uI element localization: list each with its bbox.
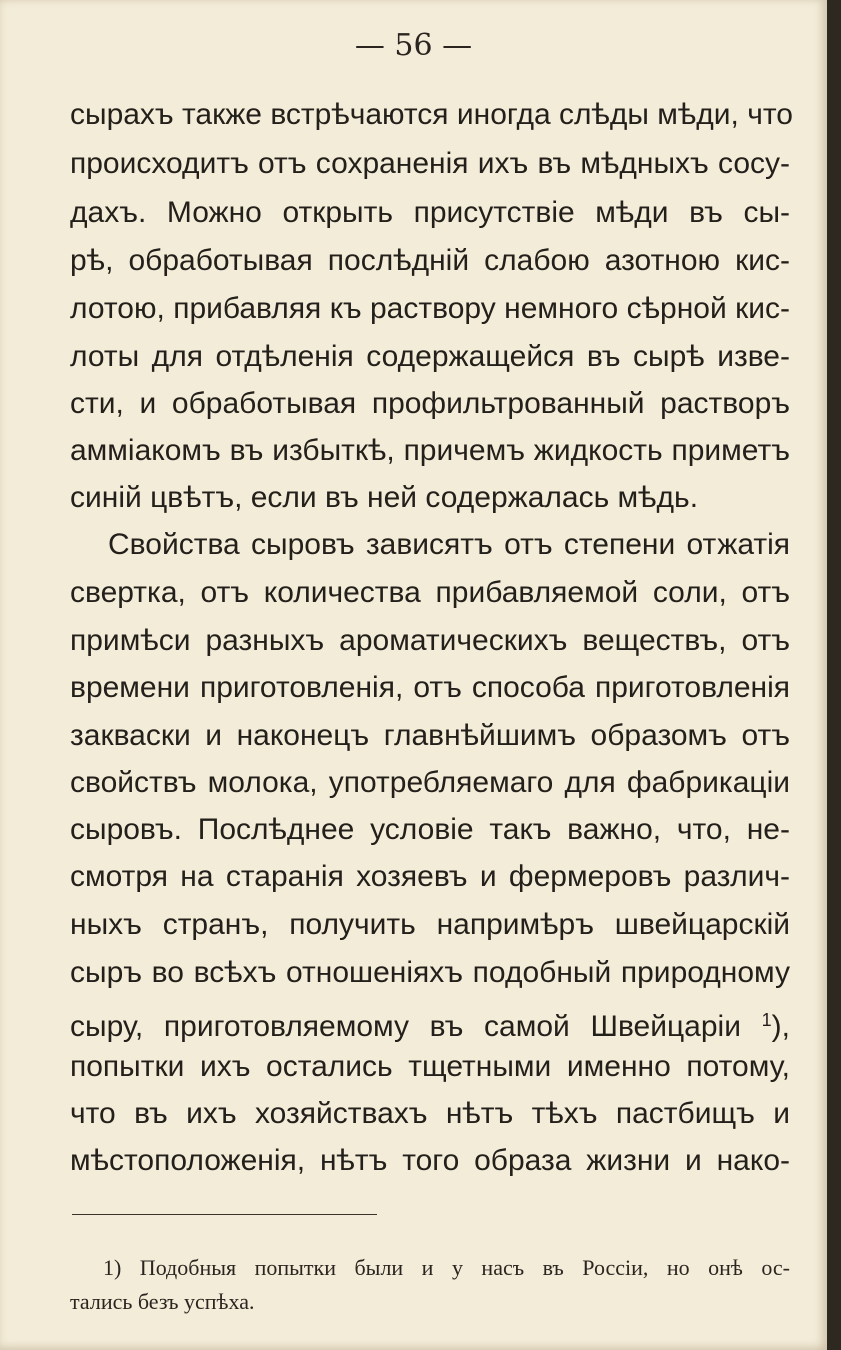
text-line: рѣ, обработывая послѣдній слабою азотною кис- [70,244,790,277]
text-line: свойствъ молока, употребляемаго для фабрикаціи [70,766,790,799]
page-binding-edge [827,0,841,1350]
text-line: сти, и обработывая профильтрованный растворъ [70,387,790,420]
text-line: Свойства сыровъ зависятъ отъ степени отжатія [108,528,790,561]
text-line: лоты для отдѣленія содержащейся въ сырѣ изве- [70,340,790,373]
text-line: дахъ. Можно открыть присутствіе мѣди въ сы- [70,196,790,229]
text-line: сыровъ. Послѣднее условіе такъ важно, что, не- [70,813,790,846]
text-line: сырахъ также встрѣчаются иногда слѣды мѣди, что [70,98,793,131]
text-line: ныхъ странъ, получить напримѣръ швейцарскій [70,908,790,941]
text-line: что въ ихъ хозяйствахъ нѣтъ тѣхъ пастбищъ и [70,1097,790,1130]
text-line: примѣси разныхъ ароматическихъ веществъ, отъ [70,624,790,657]
footnote-divider [72,1214,377,1215]
text-line: закваски и наконецъ главнѣйшимъ образомъ отъ [70,719,790,752]
text-line-body: сыру, приготовляемому въ самой Швейцаріи [70,1010,741,1043]
footnote-line: тались безъ успѣха. [70,1289,255,1314]
text-line: амміакомъ въ избыткѣ, причемъ жидкость приметъ [70,434,790,467]
text-line: сыръ во всѣхъ отношеніяхъ подобный природному [70,956,790,989]
footnote-marker [741,1010,790,1043]
text-line: происходитъ отъ сохраненія ихъ въ мѣдныхъ сосу- [70,147,790,180]
footnote-marker-number: 1 [761,1010,772,1030]
text-line: свертка, отъ количества прибавляемой соли, отъ [70,576,790,609]
text-line: времени приготовленія, отъ способа приготовленія [70,671,790,704]
footnote-line: 1) Подобныя попытки были и у насъ въ Россіи, но онѣ ос- [103,1255,790,1280]
text-line: смотря на старанія хозяевъ и фермеровъ различ- [70,860,790,893]
text-line: лотою, прибавляя къ раствору немного сѣрной кис- [70,292,790,325]
text-line [70,1002,790,1045]
page-number: — 56 — [354,28,473,63]
text-line: попытки ихъ остались тщетными именно потому, [70,1050,790,1083]
footnote-marker-paren: ), [771,1010,790,1043]
text-line: синій цвѣтъ, если въ ней содержалась мѣдь. [70,481,699,514]
text-line: мѣстоположенія, нѣтъ того образа жизни и нако- [70,1144,790,1177]
